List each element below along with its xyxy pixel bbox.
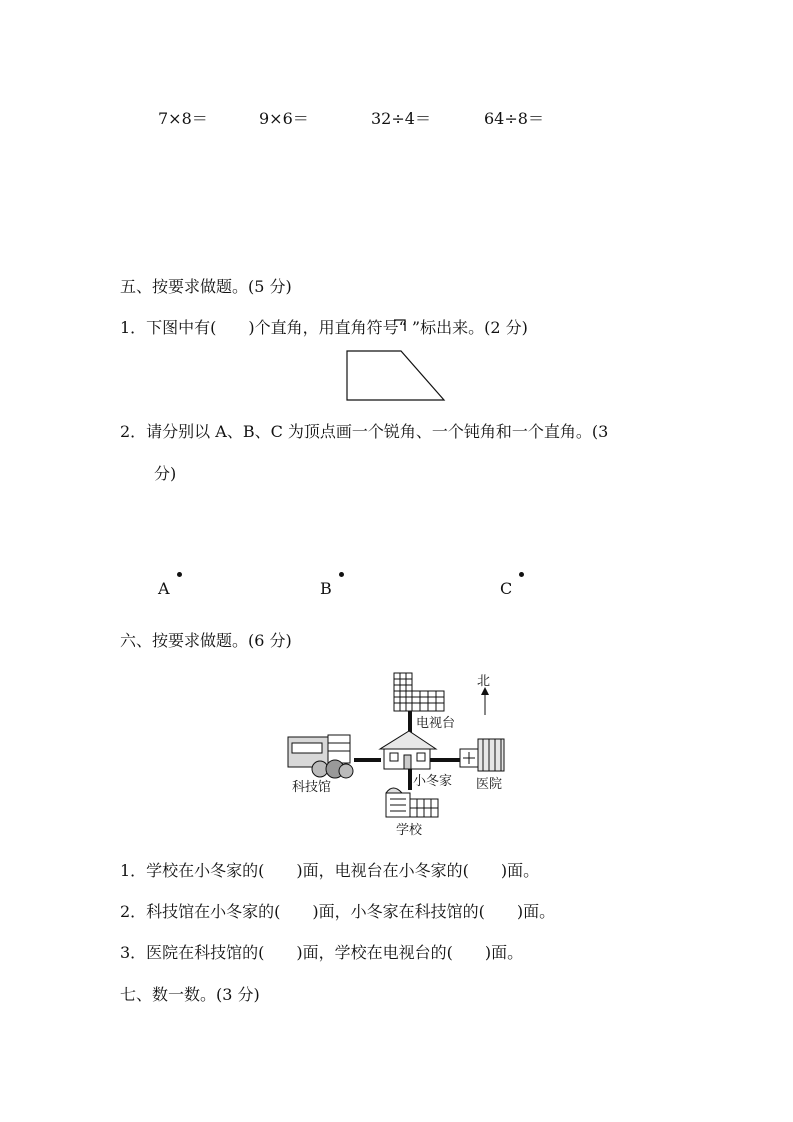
hospital-label: 医院 bbox=[476, 777, 503, 792]
trapezoid-figure bbox=[344, 348, 448, 404]
north-label: 北 bbox=[477, 674, 491, 689]
section7-heading: 七、数一数。(3 分) bbox=[120, 985, 260, 1004]
point-a-label: A bbox=[158, 579, 170, 598]
point-c-dot bbox=[519, 572, 524, 577]
hospital-building-icon bbox=[460, 739, 504, 771]
school-label: 学校 bbox=[396, 823, 423, 838]
point-c-label: C bbox=[500, 579, 513, 598]
section5-q1: 1．下图中有( )个直角，用直角符号“ ”标出来。(2 分) bbox=[120, 318, 528, 337]
section5-heading: 五、按要求做题。(5 分) bbox=[120, 277, 292, 296]
school-building-icon bbox=[386, 788, 438, 817]
arith-4: 64÷8＝ bbox=[484, 109, 544, 128]
home-label: 小冬家 bbox=[413, 774, 453, 789]
arith-3: 32÷4＝ bbox=[371, 109, 431, 128]
right-angle-symbol-icon bbox=[393, 318, 407, 332]
tv-station-building-icon bbox=[394, 673, 444, 711]
arith-1: 7×8＝ bbox=[158, 109, 208, 128]
tv-station-label: 电视台 bbox=[416, 716, 456, 731]
section6-q2: 2．科技馆在小冬家的( )面，小冬家在科技馆的( )面。 bbox=[120, 902, 556, 921]
point-b-label: B bbox=[320, 579, 332, 598]
point-b-dot bbox=[339, 572, 344, 577]
home-house-icon bbox=[380, 731, 436, 769]
north-arrow-icon bbox=[481, 687, 489, 715]
science-museum-label: 科技馆 bbox=[292, 780, 332, 795]
point-a-dot bbox=[177, 572, 182, 577]
section6-q1: 1．学校在小冬家的( )面，电视台在小冬家的( )面。 bbox=[120, 861, 540, 880]
direction-map bbox=[280, 665, 520, 840]
arith-2: 9×6＝ bbox=[259, 109, 309, 128]
section6-heading: 六、按要求做题。(6 分) bbox=[120, 631, 292, 650]
section5-q2-line2: 分) bbox=[154, 464, 177, 483]
section5-q2-line1: 2．请分别以 A、B、C 为顶点画一个锐角、一个钝角和一个直角。(3 bbox=[120, 422, 609, 441]
science-museum-building-icon bbox=[288, 735, 353, 778]
section6-q3: 3．医院在科技馆的( )面，学校在电视台的( )面。 bbox=[120, 943, 524, 962]
